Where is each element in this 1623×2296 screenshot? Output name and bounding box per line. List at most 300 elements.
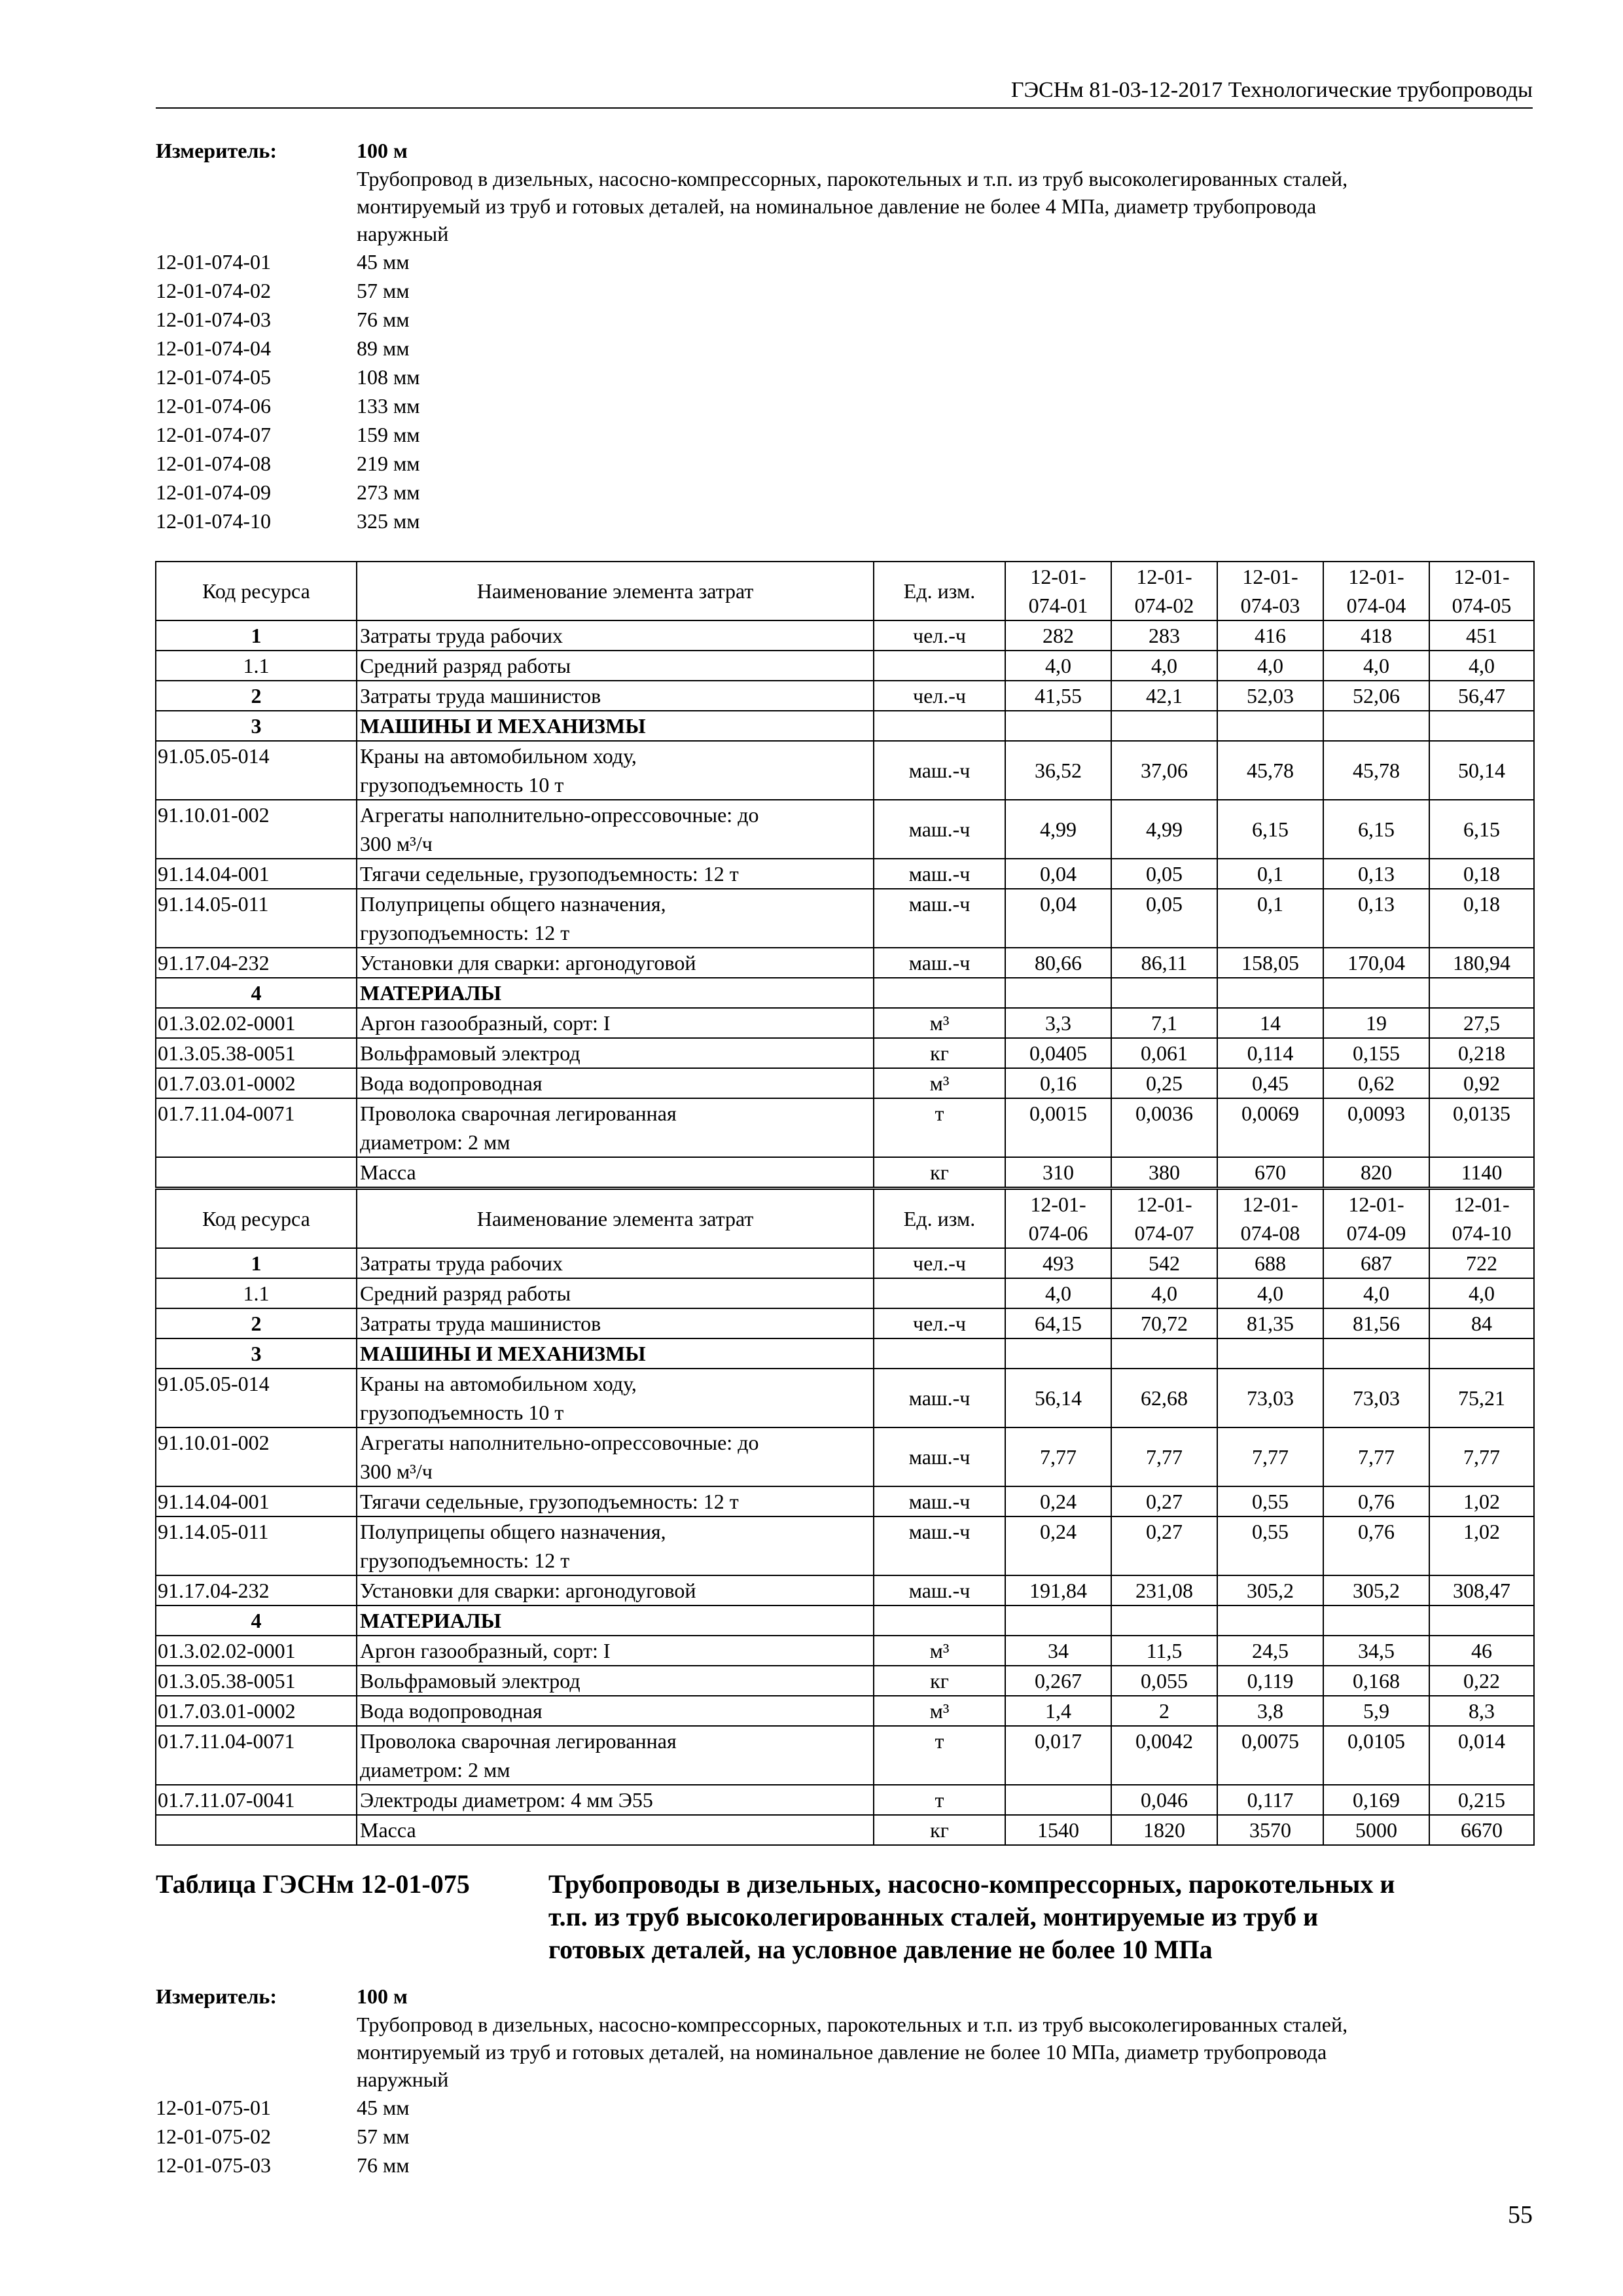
code-list-item: [156, 391, 1533, 420]
resource-value: 19: [1323, 1008, 1429, 1038]
header-name: Наименование элемента затрат: [357, 562, 874, 620]
resource-value: 0,169: [1323, 1785, 1429, 1815]
resource-name: [357, 651, 874, 681]
resource-value: 670: [1217, 1157, 1323, 1187]
resource-value: [1005, 711, 1111, 741]
code-list-item: [156, 507, 1533, 535]
code-list-code: 12-01-074-01: [156, 250, 271, 274]
resource-code: 4: [156, 978, 357, 1008]
code-list-item: [156, 478, 1533, 507]
resource-value: 0,168: [1323, 1666, 1429, 1696]
resource-value: 62,68: [1111, 1369, 1217, 1427]
resource-value: [1323, 978, 1429, 1008]
resource-value: 0,061: [1111, 1038, 1217, 1068]
resource-unit: кг: [874, 1157, 1005, 1187]
resource-code: 91.17.04-232: [156, 948, 357, 978]
resource-unit: маш.-ч: [874, 741, 1005, 800]
resource-value: 7,77: [1217, 1427, 1323, 1486]
resource-name-line: МАТЕРИАЛЫ: [360, 1609, 501, 1632]
resource-value: 81,56: [1323, 1308, 1429, 1338]
resource-value: 52,03: [1217, 681, 1323, 711]
table-row: [156, 948, 1534, 978]
header-column-code: [1111, 1189, 1217, 1248]
code-list-item: [156, 449, 1533, 478]
table-row: [156, 1369, 1534, 1427]
resource-value: 1140: [1429, 1157, 1534, 1187]
resource-name: [357, 889, 874, 948]
resource-value: 0,017: [1005, 1726, 1111, 1785]
resource-unit: кг: [874, 1038, 1005, 1068]
resource-value: 0,55: [1217, 1516, 1323, 1575]
header-column-code-part: 12-01-: [1030, 565, 1086, 588]
resource-unit: маш.-ч: [874, 1575, 1005, 1605]
resource-name-line: грузоподъемность 10 т: [360, 773, 564, 797]
resource-code: 91.14.04-001: [156, 859, 357, 889]
resource-unit: м³: [874, 1008, 1005, 1038]
resource-unit: маш.-ч: [874, 859, 1005, 889]
resource-value: [1217, 1338, 1323, 1369]
resource-value: 0,267: [1005, 1666, 1111, 1696]
running-header: ГЭСНм 81-03-12-2017 Технологические трубопроводы: [156, 73, 1533, 109]
header-column-code-part: 074-10: [1452, 1221, 1512, 1245]
header-column-code: [1429, 1189, 1534, 1248]
resource-unit: чел.-ч: [874, 620, 1005, 651]
resource-name: [357, 1605, 874, 1636]
resource-name-line: грузоподъемность: 12 т: [360, 921, 570, 944]
header-column-code-part: 074-03: [1240, 594, 1300, 617]
code-list-code: 12-01-074-05: [156, 365, 271, 389]
resource-value: 231,08: [1111, 1575, 1217, 1605]
code-list-value: 273 мм: [357, 480, 420, 504]
resource-unit: чел.-ч: [874, 681, 1005, 711]
resource-code: 3: [156, 1338, 357, 1369]
code-list-code: 12-01-074-07: [156, 423, 271, 446]
resource-code: 91.14.05-011: [156, 1516, 357, 1575]
resource-unit: м³: [874, 1636, 1005, 1666]
resource-value: 0,0075: [1217, 1726, 1323, 1785]
code-list-value: 133 мм: [357, 394, 420, 418]
table-title-line: Трубопроводы в дизельных, насосно-компрессорных, парокотельных и: [548, 1869, 1395, 1899]
resource-name: [357, 681, 874, 711]
resource-name-line: Вольфрамовый электрод: [360, 1669, 580, 1693]
resource-value: 0,16: [1005, 1068, 1111, 1098]
resource-value: 50,14: [1429, 741, 1534, 800]
resource-name-line: Затраты труда рабочих: [360, 1251, 563, 1275]
resource-value: 3570: [1217, 1815, 1323, 1845]
resource-value: [1217, 978, 1323, 1008]
table-row: [156, 1068, 1534, 1098]
resource-name-line: Затраты труда машинистов: [360, 1312, 601, 1335]
resource-value: 0,25: [1111, 1068, 1217, 1098]
page-number: 55: [1508, 2201, 1533, 2229]
resource-name: [357, 620, 874, 651]
resource-unit: маш.-ч: [874, 1427, 1005, 1486]
resource-name: [357, 1248, 874, 1278]
resource-value: 24,5: [1217, 1636, 1323, 1666]
resource-code: 4: [156, 1605, 357, 1636]
description-line: монтируемый из труб и готовых деталей, на номинальное давление не более 4 МПа, диаметр трубопровода: [357, 194, 1317, 218]
resource-value: 81,35: [1217, 1308, 1323, 1338]
measurer-section-1: [156, 136, 1533, 535]
header-column-code-part: 074-04: [1346, 594, 1406, 617]
resource-value: [1323, 1605, 1429, 1636]
resource-unit: маш.-ч: [874, 889, 1005, 948]
resource-value: [1005, 1338, 1111, 1369]
resource-name-line: Проволока сварочная легированная: [360, 1102, 677, 1125]
resource-name-line: Средний разряд работы: [360, 654, 571, 677]
resource-name: [357, 1516, 874, 1575]
description-line: Трубопровод в дизельных, насосно-компрессорных, парокотельных и т.п. из труб высоколегированных сталей,: [357, 167, 1348, 190]
resource-value: 73,03: [1323, 1369, 1429, 1427]
header-column-code-part: 074-06: [1028, 1221, 1088, 1245]
table-row: [156, 741, 1534, 800]
resource-value: 4,0: [1005, 651, 1111, 681]
header-column-code-part: 12-01-: [1348, 1193, 1404, 1216]
resource-value: 0,04: [1005, 889, 1111, 948]
resource-value: 493: [1005, 1248, 1111, 1278]
resource-value: 8,3: [1429, 1696, 1534, 1726]
resource-code: 1.1: [156, 1278, 357, 1308]
code-list-item: [156, 420, 1533, 449]
resource-value: [1111, 1605, 1217, 1636]
table-row: [156, 1785, 1534, 1815]
resource-value: 170,04: [1323, 948, 1429, 978]
resource-unit: м³: [874, 1696, 1005, 1726]
resource-value: 0,13: [1323, 889, 1429, 948]
code-list-code: 12-01-075-01: [156, 2096, 271, 2119]
resource-value: 45,78: [1217, 741, 1323, 800]
header-column-code-part: 074-05: [1452, 594, 1512, 617]
resource-name: [357, 711, 874, 741]
table-row: [156, 1098, 1534, 1157]
table-row: [156, 681, 1534, 711]
code-list-item: [156, 2122, 1533, 2151]
header-column-code-part: 074-07: [1134, 1221, 1194, 1245]
resource-name: [357, 1068, 874, 1098]
resource-value: 0,45: [1217, 1068, 1323, 1098]
resource-code: 91.17.04-232: [156, 1575, 357, 1605]
resource-value: 0,0405: [1005, 1038, 1111, 1068]
resource-name-line: МАШИНЫ И МЕХАНИЗМЫ: [360, 714, 646, 738]
resource-value: 0,13: [1323, 859, 1429, 889]
resource-value: 0,18: [1429, 859, 1534, 889]
resource-name: [357, 948, 874, 978]
resource-value: [1005, 1785, 1111, 1815]
resource-name-line: Установки для сварки: аргонодуговой: [360, 951, 696, 975]
resource-value: 418: [1323, 620, 1429, 651]
resource-name-line: Вольфрамовый электрод: [360, 1041, 580, 1065]
resource-value: 42,1: [1111, 681, 1217, 711]
resource-unit: чел.-ч: [874, 1308, 1005, 1338]
code-list-value: 325 мм: [357, 509, 420, 533]
resource-code: 1.1: [156, 651, 357, 681]
resource-unit: маш.-ч: [874, 800, 1005, 859]
resource-value: 158,05: [1217, 948, 1323, 978]
resource-name: [357, 1696, 874, 1726]
table-row: [156, 889, 1534, 948]
header-column-code-part: 074-08: [1240, 1221, 1300, 1245]
resource-value: 282: [1005, 620, 1111, 651]
resource-name-line: Агрегаты наполнительно-опрессовочные: до: [360, 1431, 759, 1454]
resource-value: 1,02: [1429, 1486, 1534, 1516]
resource-value: 0,0015: [1005, 1098, 1111, 1157]
resource-name-line: Краны на автомобильном ходу,: [360, 1372, 637, 1395]
table-row: [156, 1308, 1534, 1338]
resource-value: 687: [1323, 1248, 1429, 1278]
code-list-code: 12-01-075-03: [156, 2153, 271, 2177]
resource-value: 3,3: [1005, 1008, 1111, 1038]
code-list-value: 57 мм: [357, 2125, 410, 2148]
resource-value: 0,76: [1323, 1516, 1429, 1575]
code-list-value: 45 мм: [357, 2096, 410, 2119]
resource-value: 0,27: [1111, 1486, 1217, 1516]
header-column-code-part: 12-01-: [1030, 1193, 1086, 1216]
resource-name-line: Электроды диаметром: 4 мм Э55: [360, 1788, 653, 1812]
resource-name: [357, 1785, 874, 1815]
code-list-value: 89 мм: [357, 336, 410, 360]
resource-value: 14: [1217, 1008, 1323, 1038]
resource-code: 01.3.05.38-0051: [156, 1038, 357, 1068]
resource-code: 91.05.05-014: [156, 1369, 357, 1427]
resource-value: 1,4: [1005, 1696, 1111, 1726]
resource-value: 4,0: [1111, 1278, 1217, 1308]
resource-code: 01.3.05.38-0051: [156, 1666, 357, 1696]
resource-value: 1,02: [1429, 1516, 1534, 1575]
resource-value: 0,22: [1429, 1666, 1534, 1696]
resource-value: 36,52: [1005, 741, 1111, 800]
resource-value: 27,5: [1429, 1008, 1534, 1038]
table-row: [156, 978, 1534, 1008]
resource-code: 01.3.02.02-0001: [156, 1636, 357, 1666]
resource-value: 45,78: [1323, 741, 1429, 800]
resource-value: 56,14: [1005, 1369, 1111, 1427]
resource-name: [357, 1308, 874, 1338]
code-list-value: 108 мм: [357, 365, 420, 389]
header-column-code-part: 12-01-: [1242, 565, 1298, 588]
resource-value: 0,05: [1111, 859, 1217, 889]
code-list-item: [156, 2093, 1533, 2122]
code-list-value: 57 мм: [357, 279, 410, 302]
measurer-value: 100 м: [357, 139, 408, 162]
table-row: [156, 1726, 1534, 1785]
table-row: [156, 1815, 1534, 1845]
resource-name-line: 300 м³/ч: [360, 832, 433, 855]
table-row: [156, 1696, 1534, 1726]
resource-unit: маш.-ч: [874, 948, 1005, 978]
resource-name: [357, 1038, 874, 1068]
resource-name-line: Полуприцепы общего назначения,: [360, 1520, 666, 1543]
code-list-code: 12-01-074-08: [156, 452, 271, 475]
resource-value: 64,15: [1005, 1308, 1111, 1338]
resource-value: 1540: [1005, 1815, 1111, 1845]
resource-name-line: МАТЕРИАЛЫ: [360, 981, 501, 1005]
resource-name-line: диаметром: 2 мм: [360, 1758, 510, 1782]
resource-code: [156, 1157, 357, 1187]
table-row: [156, 1038, 1534, 1068]
resource-value: 0,1: [1217, 889, 1323, 948]
table-title-line: т.п. из труб высоколегированных сталей, монтируемые из труб и: [548, 1902, 1319, 1931]
resource-code: [156, 1815, 357, 1845]
resource-value: 0,218: [1429, 1038, 1534, 1068]
resource-unit: [874, 1605, 1005, 1636]
resource-name: [357, 1486, 874, 1516]
resource-value: 4,0: [1217, 651, 1323, 681]
resource-value: 52,06: [1323, 681, 1429, 711]
resource-unit: [874, 1278, 1005, 1308]
code-list-item: [156, 305, 1533, 334]
resource-value: 4,0: [1217, 1278, 1323, 1308]
table-row: [156, 1157, 1534, 1187]
resource-name: [357, 1369, 874, 1427]
table-row: [156, 1427, 1534, 1486]
table-row: [156, 1636, 1534, 1666]
resource-value: 0,0069: [1217, 1098, 1323, 1157]
resource-value: [1429, 1605, 1534, 1636]
resource-name: [357, 1636, 874, 1666]
resource-name-line: диаметром: 2 мм: [360, 1130, 510, 1154]
resource-value: 7,77: [1429, 1427, 1534, 1486]
resource-value: 6,15: [1217, 800, 1323, 859]
resource-value: 451: [1429, 620, 1534, 651]
resource-value: 34,5: [1323, 1636, 1429, 1666]
code-list-value: 76 мм: [357, 2153, 410, 2177]
code-list-code: 12-01-074-04: [156, 336, 271, 360]
resource-value: 56,47: [1429, 681, 1534, 711]
resource-value: 4,0: [1323, 651, 1429, 681]
resource-code: 1: [156, 620, 357, 651]
resource-code: 01.7.11.04-0071: [156, 1098, 357, 1157]
table-row: [156, 1486, 1534, 1516]
resource-value: 75,21: [1429, 1369, 1534, 1427]
table-row: [156, 1248, 1534, 1278]
resource-value: 5000: [1323, 1815, 1429, 1845]
resource-value: 0,055: [1111, 1666, 1217, 1696]
header-column-code-part: 12-01-: [1136, 565, 1192, 588]
resource-value: 0,0042: [1111, 1726, 1217, 1785]
description-line: Трубопровод в дизельных, насосно-компрессорных, парокотельных и т.п. из труб высоколегированных сталей,: [357, 2013, 1348, 2036]
resource-value: 416: [1217, 620, 1323, 651]
resource-name: [357, 1815, 874, 1845]
resource-value: 722: [1429, 1248, 1534, 1278]
resource-unit: чел.-ч: [874, 1248, 1005, 1278]
resource-value: [1111, 1338, 1217, 1369]
header-column-code-part: 074-09: [1346, 1221, 1406, 1245]
header-name: Наименование элемента затрат: [357, 1189, 874, 1248]
resource-name-line: Затраты труда машинистов: [360, 684, 601, 708]
resource-value: 34: [1005, 1636, 1111, 1666]
resource-value: 80,66: [1005, 948, 1111, 978]
resource-value: 0,05: [1111, 889, 1217, 948]
resource-value: [1323, 711, 1429, 741]
resource-name-line: Вода водопроводная: [360, 1699, 543, 1723]
resource-value: 0,0093: [1323, 1098, 1429, 1157]
measurer-label: Измеритель:: [156, 139, 277, 162]
resource-value: 542: [1111, 1248, 1217, 1278]
resource-name: [357, 741, 874, 800]
resource-code: 01.7.03.01-0002: [156, 1696, 357, 1726]
resource-value: 310: [1005, 1157, 1111, 1187]
resource-name-line: МАШИНЫ И МЕХАНИЗМЫ: [360, 1342, 646, 1365]
code-list-code: 12-01-074-06: [156, 394, 271, 418]
table-row: [156, 1008, 1534, 1038]
resource-unit: кг: [874, 1666, 1005, 1696]
resource-unit: т: [874, 1098, 1005, 1157]
measurer-section-2: [156, 1982, 1533, 2179]
table-row: [156, 1338, 1534, 1369]
resource-name-line: грузоподъемность 10 т: [360, 1401, 564, 1424]
resource-value: 0,215: [1429, 1785, 1534, 1815]
resource-name-line: Аргон газообразный, сорт: I: [360, 1639, 611, 1662]
resource-value: 41,55: [1005, 681, 1111, 711]
header-unit: Ед. изм.: [874, 1189, 1005, 1248]
resource-value: 84: [1429, 1308, 1534, 1338]
header-unit: Ед. изм.: [874, 562, 1005, 620]
resource-value: 0,92: [1429, 1068, 1534, 1098]
resource-value: 191,84: [1005, 1575, 1111, 1605]
resource-value: 7,77: [1111, 1427, 1217, 1486]
header-column-code-part: 12-01-: [1242, 1193, 1298, 1216]
resource-name-line: Проволока сварочная легированная: [360, 1729, 677, 1753]
resource-name-line: Затраты труда рабочих: [360, 624, 563, 647]
resource-value: 6,15: [1323, 800, 1429, 859]
header-column-code-part: 12-01-: [1136, 1193, 1192, 1216]
header-column-code-part: 074-01: [1028, 594, 1088, 617]
resource-code: 01.7.11.04-0071: [156, 1726, 357, 1785]
resource-name-line: Тягачи седельные, грузоподъемность: 12 т: [360, 1490, 739, 1513]
resource-value: [1429, 1338, 1534, 1369]
measurer-value: 100 м: [357, 1984, 408, 2008]
resource-name: [357, 800, 874, 859]
resource-value: 2: [1111, 1696, 1217, 1726]
resource-value: 180,94: [1429, 948, 1534, 978]
resource-unit: маш.-ч: [874, 1369, 1005, 1427]
resource-value: 0,0105: [1323, 1726, 1429, 1785]
resource-value: [1217, 1605, 1323, 1636]
resource-value: 0,119: [1217, 1666, 1323, 1696]
resource-value: 0,27: [1111, 1516, 1217, 1575]
resource-value: 0,0036: [1111, 1098, 1217, 1157]
table-row: [156, 1666, 1534, 1696]
header-column-code: [1005, 562, 1111, 620]
code-list-item: [156, 247, 1533, 276]
resource-value: 37,06: [1111, 741, 1217, 800]
resource-name-line: Агрегаты наполнительно-опрессовочные: до: [360, 803, 759, 827]
resource-name-line: Масса: [360, 1160, 416, 1184]
resource-value: 7,1: [1111, 1008, 1217, 1038]
resource-unit: маш.-ч: [874, 1516, 1005, 1575]
header-column-code: [1217, 1189, 1323, 1248]
resource-value: [1323, 1338, 1429, 1369]
resource-value: 0,0135: [1429, 1098, 1534, 1157]
resource-value: 0,046: [1111, 1785, 1217, 1815]
resource-name: [357, 1338, 874, 1369]
resource-unit: [874, 711, 1005, 741]
header-code: Код ресурса: [156, 562, 357, 620]
resource-value: [1111, 978, 1217, 1008]
resource-code: 1: [156, 1248, 357, 1278]
header-column-code: [1323, 1189, 1429, 1248]
resource-name-line: 300 м³/ч: [360, 1460, 433, 1483]
resource-value: 5,9: [1323, 1696, 1429, 1726]
resource-value: 688: [1217, 1248, 1323, 1278]
code-list-value: 159 мм: [357, 423, 420, 446]
resource-value: 0,014: [1429, 1726, 1534, 1785]
resource-code: 01.3.02.02-0001: [156, 1008, 357, 1038]
resource-code: 91.10.01-002: [156, 1427, 357, 1486]
resource-value: 4,0: [1111, 651, 1217, 681]
resource-code: 91.14.04-001: [156, 1486, 357, 1516]
resource-unit: [874, 651, 1005, 681]
